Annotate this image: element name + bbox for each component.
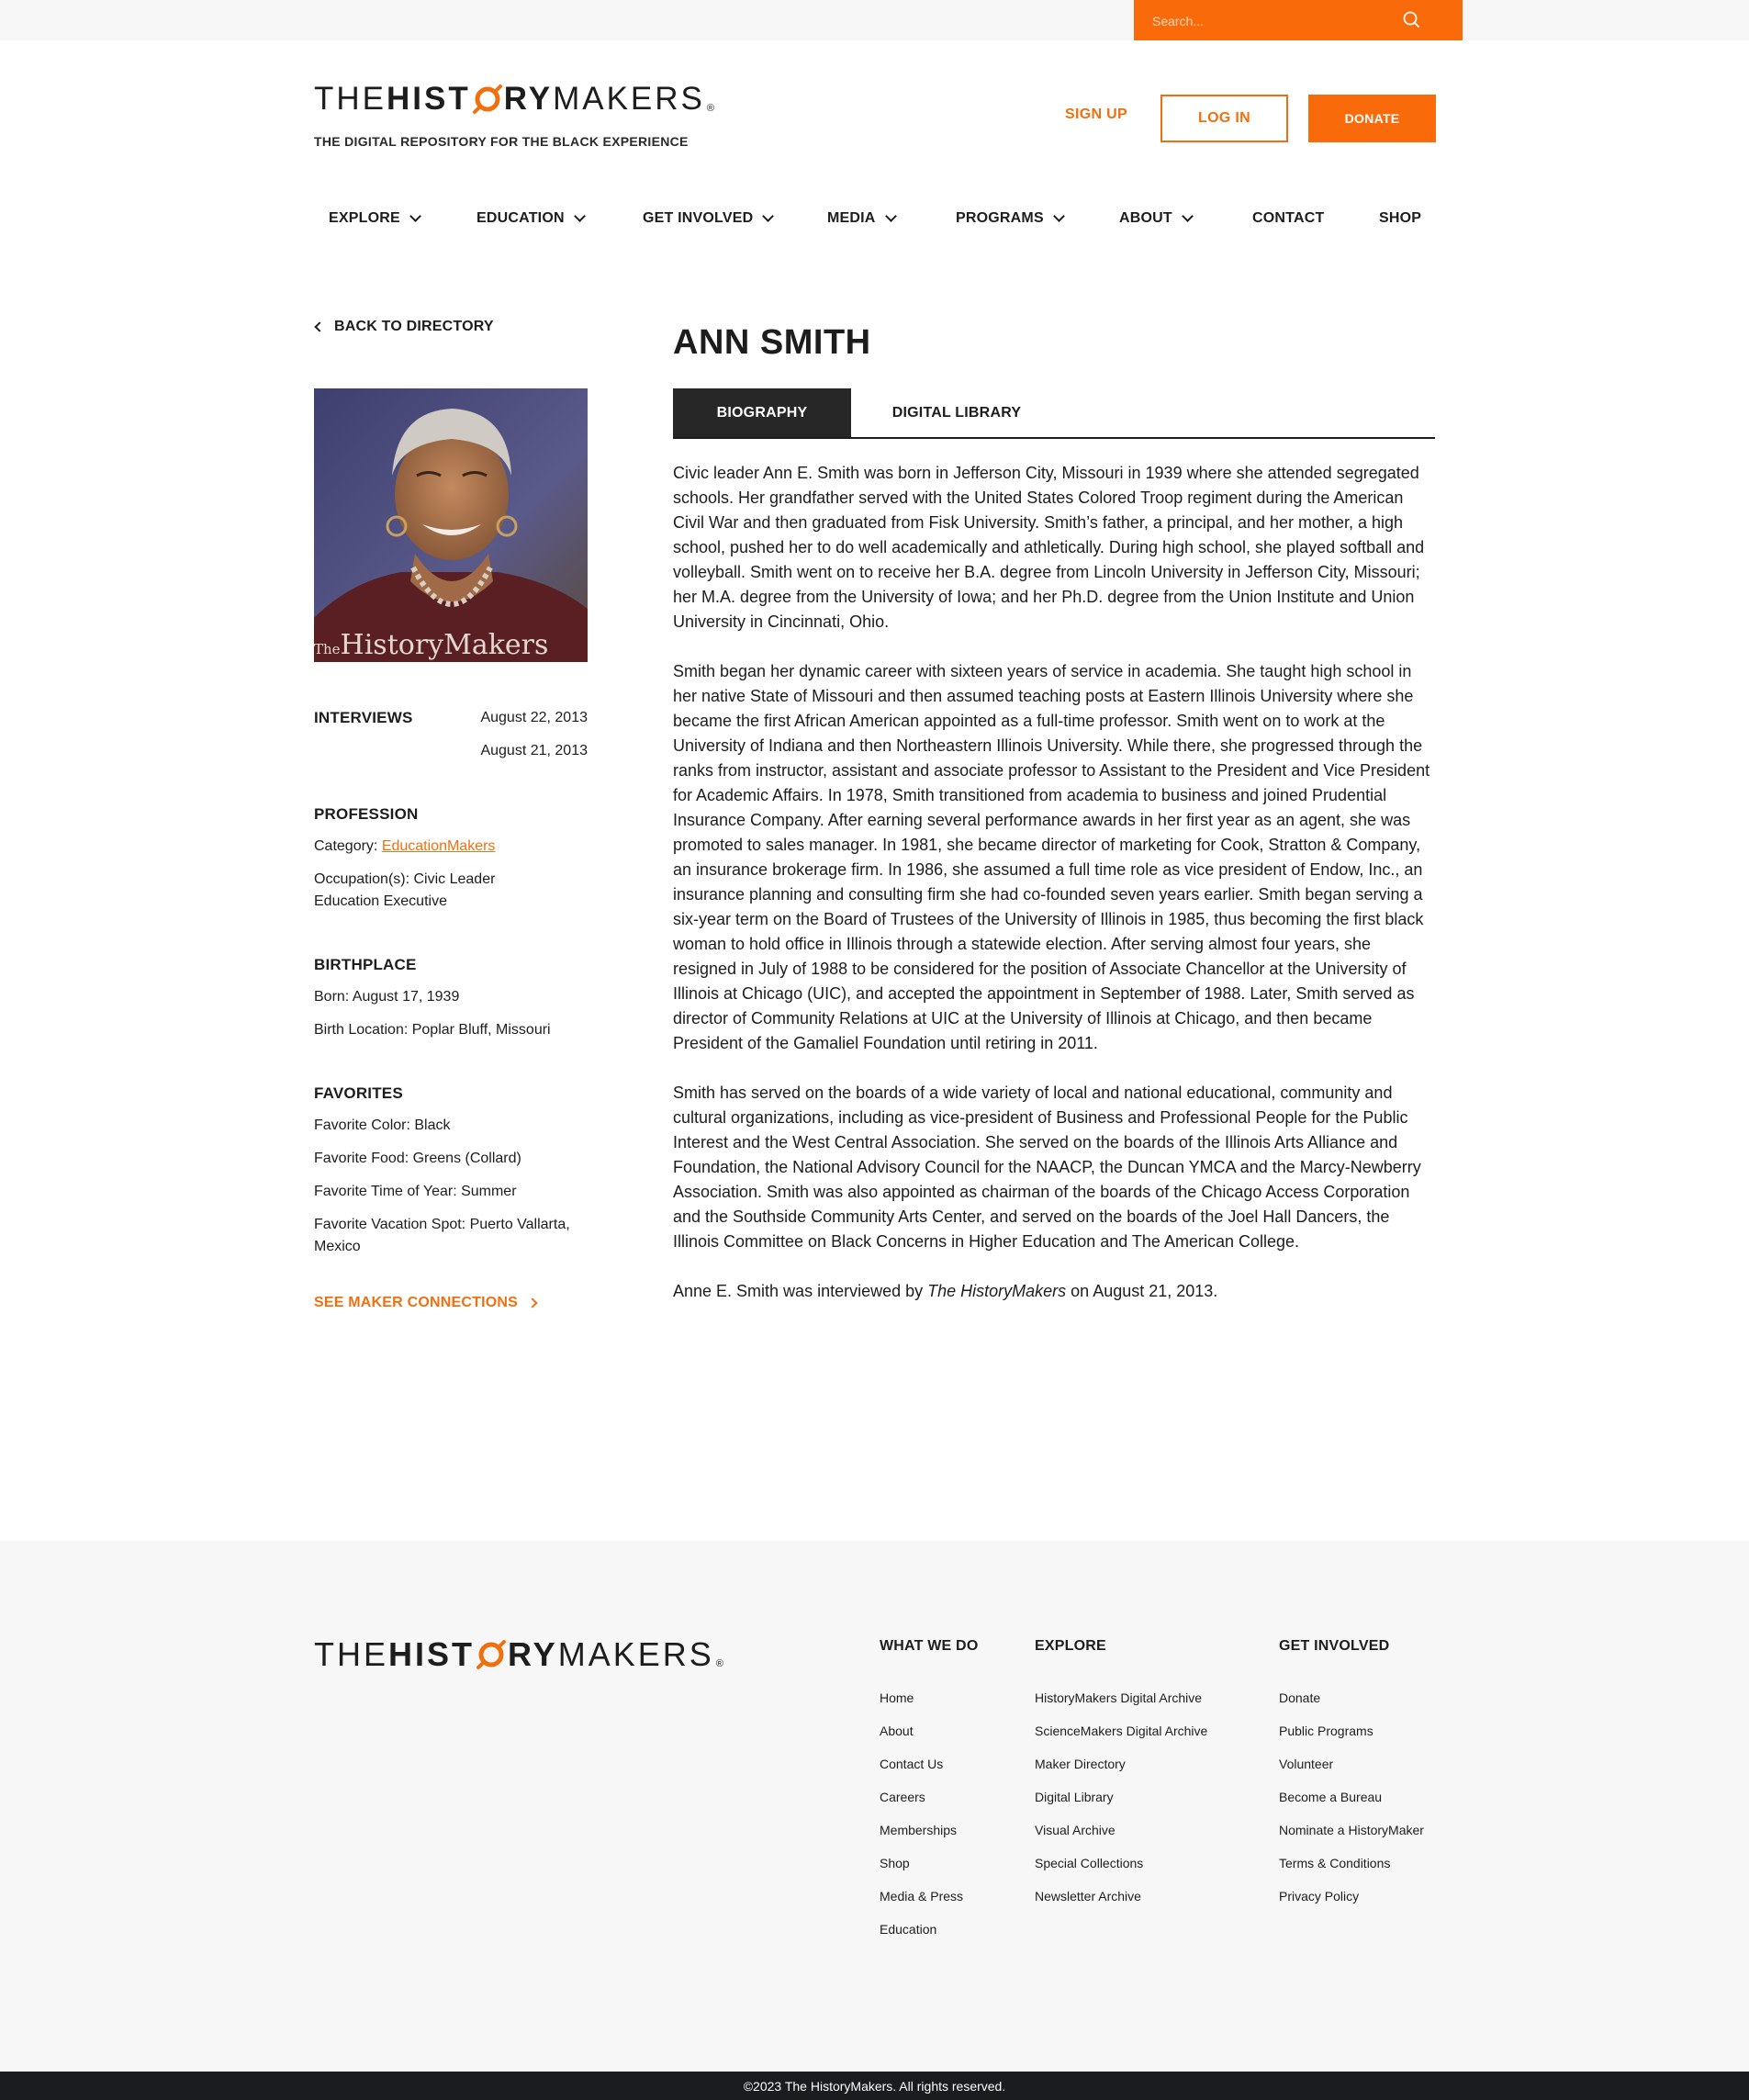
favorite-vacation-line-1: Favorite Vacation Spot: Puerto Vallarta, (314, 1217, 570, 1232)
chevron-down-icon (762, 210, 774, 222)
favorite-food: Favorite Food: Greens (Collard) (314, 1151, 521, 1166)
nav-get-involved[interactable] (643, 208, 772, 230)
footer-link-contact-us[interactable]: Contact Us (880, 1757, 944, 1771)
chevron-right-icon (527, 1297, 537, 1308)
bio-paragraph-4 (673, 1279, 1435, 1304)
logo-text-ry: RY (503, 81, 554, 117)
nav-programs-label: PROGRAMS (956, 210, 1044, 226)
footer-link-shop[interactable]: Shop (880, 1856, 910, 1870)
chevron-down-icon (1182, 210, 1194, 222)
interview-date-1[interactable]: August 22, 2013 (480, 710, 588, 725)
born-date: Born: August 17, 1939 (314, 989, 460, 1005)
biography-text (673, 461, 1435, 1329)
footer-link-about[interactable]: About (880, 1724, 914, 1738)
footer-link-special-collections[interactable]: Special Collections (1035, 1856, 1144, 1870)
footer-heading-explore: EXPLORE (1035, 1638, 1106, 1654)
chevron-left-icon (314, 321, 324, 331)
footer-link-visual-archive[interactable]: Visual Archive (1035, 1823, 1116, 1837)
occupation-line-1: Occupation(s): Civic Leader (314, 871, 496, 887)
nav-shop[interactable] (1379, 208, 1421, 230)
footer-link-newsletter-archive[interactable]: Newsletter Archive (1035, 1889, 1141, 1903)
footer-link-privacy-policy[interactable]: Privacy Policy (1279, 1889, 1360, 1903)
nav-education[interactable] (476, 208, 584, 230)
copyright-text: ©2023 The HistoryMakers. All rights reserved. (743, 2078, 1006, 2094)
logo-registered-mark: ® (706, 103, 714, 114)
log-in-button[interactable]: LOG IN (1160, 95, 1288, 142)
bio-p4-em: The HistoryMakers (927, 1282, 1067, 1300)
category-label: Category: (314, 838, 382, 854)
footer-link-terms-conditions[interactable]: Terms & Conditions (1279, 1856, 1391, 1870)
bio-paragraph-1: Civic leader Ann E. Smith was born in Jefferson City, Missouri in 1939 where she attended segregated schools. Her grandfather served with the United States Colored Troop regiment during the American Civil War and then graduated from Fisk University. Smith’s father, a principal, and her mother, a high school, pushed her to do well academically and athletically. During high school, she played softball and volleyball. Smith went on to receive her B.A. degree from Lincoln University in Jefferson City, Missouri; her M.A. degree from the University of Iowa; and her Ph.D. degree from the Union Institute and Union University in Cincinnati, Ohio. (673, 464, 1425, 631)
birth-location: Birth Location: Poplar Bluff, Missouri (314, 1022, 551, 1038)
footer-link-volunteer[interactable]: Volunteer (1279, 1757, 1334, 1771)
profession-heading: PROFESSION (314, 805, 419, 823)
footer-link-maker-directory[interactable]: Maker Directory (1035, 1757, 1126, 1771)
maker-connections-label: SEE MAKER CONNECTIONS (314, 1295, 518, 1310)
logo-o-icon (472, 84, 503, 115)
interview-date-2[interactable]: August 21, 2013 (480, 743, 588, 758)
favorite-vacation-line-2: Mexico (314, 1239, 361, 1254)
footer-logo-the: THE (314, 1635, 388, 1673)
footer-link-media-press[interactable]: Media & Press (880, 1889, 964, 1903)
footer (0, 1541, 1749, 2072)
birthplace-heading: BIRTHPLACE (314, 956, 417, 973)
interviews-heading: INTERVIEWS (314, 709, 413, 726)
category-link[interactable]: EducationMakers (381, 838, 496, 854)
chevron-down-icon (409, 210, 421, 222)
portrait-illustration (314, 388, 588, 662)
footer-link-donate[interactable]: Donate (1279, 1690, 1321, 1705)
page-title: ANN SMITH (673, 323, 871, 362)
nav-about-label: ABOUT (1119, 210, 1172, 226)
chevron-down-icon (1053, 210, 1065, 222)
chevron-down-icon (574, 210, 586, 222)
portrait-watermark (314, 629, 588, 661)
logo-text-hist: HIST (387, 81, 471, 117)
copyright-bar (0, 2072, 1749, 2100)
top-bar (0, 0, 1749, 40)
footer-heading-what-we-do: WHAT WE DO (880, 1638, 979, 1654)
logo-text-makers: MAKERS (553, 81, 705, 117)
footer-link-memberships[interactable]: Memberships (880, 1823, 958, 1837)
portrait-watermark-prefix: The (314, 641, 341, 657)
nav-programs[interactable] (956, 208, 1063, 230)
footer-link-nominate-a-historymaker[interactable]: Nominate a HistoryMaker (1279, 1823, 1424, 1837)
search-button[interactable] (1397, 7, 1425, 33)
bio-p4-post: on August 21, 2013. (1066, 1282, 1218, 1300)
bio-paragraph-3: Smith has served on the boards of a wide variety of local and national educational, community and cultural organizations, including as vice-president of Business and Professional People for the Public Interest and the West Central Association. She served on the boards of the Illinois Arts Alliance and Foundation, the National Advisory Council for the NAACP, the Duncan YMCA and the Marcy-Newberry Association. Smith was also appointed as chairman of the boards of the Chicago Access Corporation and the Southside Community Arts Center, and served on the boards of the Joel Hall Dancers, the Illinois Committee on Black Concerns in Higher Education and The American College. (673, 1084, 1421, 1251)
footer-link-digital-library[interactable]: Digital Library (1035, 1790, 1114, 1804)
favorite-color: Favorite Color: Black (314, 1117, 451, 1133)
footer-link-become-a-bureau[interactable]: Become a Bureau (1279, 1790, 1383, 1804)
back-to-directory-link[interactable] (314, 318, 494, 336)
bio-paragraph-2: Smith began her dynamic career with sixteen years of service in academia. She taught high school in her native State of Missouri and then assumed teaching posts at Eastern Illinois University where she became the first African American appointed as a full-time professor. Smith went on to work at the University of Indiana and then Northeastern Illinois University. While there, she progressed through the ranks from instructor, assistant and associate professor to Assistant to the President and Vice President for Academic Affairs. In 1978, Smith transitioned from academia to business and joined Prudential Insurance Company. After earning several performance awards in her first year as an agent, she was promoted to sales manager. In 1981, she became director of marketing for Cook, Stratton & Company, an insurance brokerage firm. In 1986, she assumed a full time role as vice president of Endow, Inc., an insurance planning and consulting firm she had co-founded seven years earlier. Smith began serving a six-year term on the Board of Trustees of the University of Illinois in 1985, thus becoming the first black woman to hold office in Illinois through a statewide election. After serving almost four years, she resigned in July of 1988 to be considered for the position of Associate Chancellor at the University of Illinois at Chicago (UIC), and accepted the appointment in September of 1988. Later, Smith served as director of Community Relations at UIC at the University of Illinois at Chicago, and then became President of the Gamaliel Foundation until retiring in 2011. (673, 662, 1430, 1052)
chevron-down-icon (885, 210, 897, 222)
footer-logo-hist: HIST (388, 1635, 476, 1673)
sign-up-link[interactable]: SIGN UP (1065, 107, 1127, 122)
nav-education-label: EDUCATION (476, 210, 565, 226)
footer-link-historymakers-digital-archive[interactable]: HistoryMakers Digital Archive (1035, 1690, 1203, 1705)
footer-link-public-programs[interactable]: Public Programs (1279, 1724, 1373, 1738)
portrait-watermark-text: HistoryMakers (340, 629, 549, 661)
tab-biography[interactable]: BIOGRAPHY (673, 388, 851, 437)
footer-logo-registered-mark: ® (715, 1658, 723, 1669)
search-input[interactable] (1152, 11, 1409, 31)
footer-link-sciencemakers-digital-archive[interactable]: ScienceMakers Digital Archive (1035, 1724, 1208, 1738)
tab-digital-library[interactable]: DIGITAL LIBRARY (891, 404, 1022, 421)
nav-contact[interactable] (1252, 208, 1324, 230)
site-logo[interactable] (314, 81, 714, 118)
see-maker-connections-link[interactable] (314, 1295, 536, 1311)
footer-link-careers[interactable]: Careers (880, 1790, 925, 1804)
logo-text-the: THE (314, 81, 387, 117)
footer-link-education[interactable]: Education (880, 1922, 937, 1937)
nav-media[interactable] (827, 208, 895, 230)
nav-explore[interactable] (329, 208, 420, 230)
footer-logo-ry: RY (508, 1635, 558, 1673)
footer-logo-o-icon (476, 1639, 507, 1670)
nav-explore-label: EXPLORE (329, 210, 400, 226)
footer-logo[interactable] (314, 1636, 723, 1673)
portrait-photo (314, 388, 588, 662)
site-tagline: THE DIGITAL REPOSITORY FOR THE BLACK EXPERIENCE (314, 134, 689, 149)
footer-link-home[interactable]: Home (880, 1690, 914, 1705)
search-icon (1397, 7, 1425, 33)
donate-button[interactable]: DONATE (1308, 95, 1436, 142)
favorite-time-of-year: Favorite Time of Year: Summer (314, 1184, 517, 1199)
footer-logo-makers: MAKERS (557, 1635, 714, 1673)
nav-media-label: MEDIA (827, 210, 876, 226)
nav-contact-label: CONTACT (1252, 210, 1325, 226)
footer-heading-get-involved: GET INVOLVED (1279, 1638, 1390, 1654)
back-to-directory-label: BACK TO DIRECTORY (334, 319, 494, 334)
nav-shop-label: SHOP (1379, 210, 1422, 226)
favorites-heading: FAVORITES (314, 1084, 403, 1102)
nav-about[interactable] (1119, 208, 1192, 230)
nav-get-involved-label: GET INVOLVED (643, 210, 754, 226)
bio-p4-pre: Anne E. Smith was interviewed by (673, 1282, 928, 1300)
profession-category (314, 836, 495, 858)
occupation-line-2: Education Executive (314, 893, 447, 909)
